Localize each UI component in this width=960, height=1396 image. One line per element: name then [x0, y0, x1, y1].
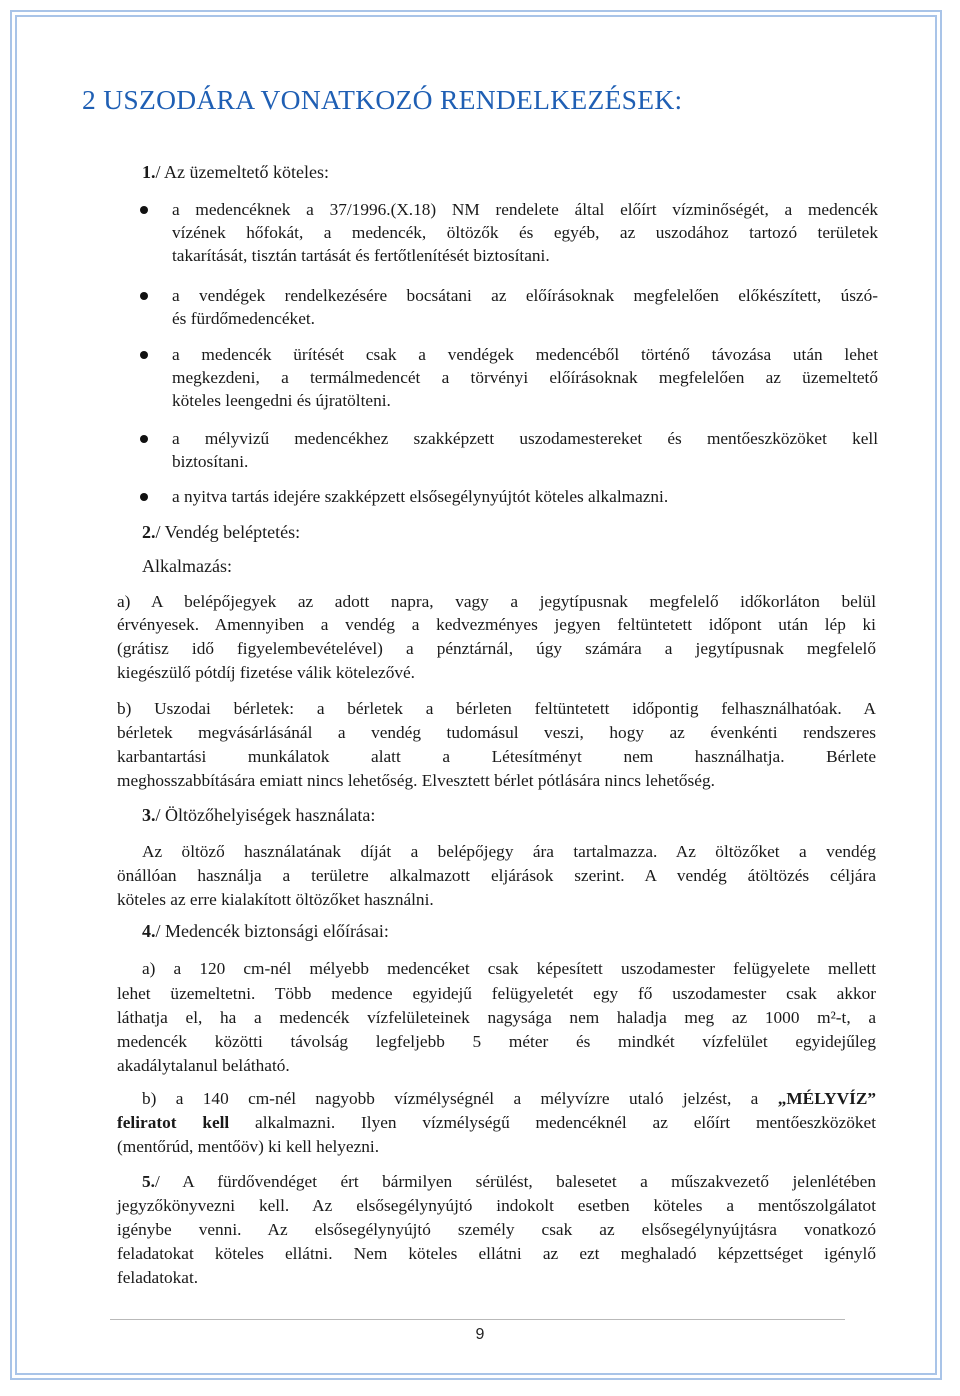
list-item-line: köteles leengedni és újratölteni. — [172, 391, 391, 410]
bullet-icon — [140, 351, 148, 359]
bullet-icon — [140, 206, 148, 214]
list-item-line: és fürdőmedencéket. — [172, 309, 315, 328]
paragraph-line: b) Uszodai bérletek: a bérletek a bérleten feltüntetett időpontig felhasználhatóak. A — [117, 699, 876, 718]
subsection-3-number: 3. — [142, 805, 156, 825]
application-label: Alkalmazás: — [142, 556, 232, 576]
subsection-2-label: / Vendég beléptetés: — [155, 522, 301, 542]
paragraph-line: Az öltöző használatának díját a belépőjegy ára tartalmazza. Az öltözőket a vendég — [142, 842, 876, 861]
bullet-icon — [140, 292, 148, 300]
list-item-line: a medencéknek a 37/1996.(X.18) NM rendelete által előírt vízminőségét, a medencék — [172, 200, 878, 219]
subsection-2-title — [142, 522, 300, 543]
subsection-3-label: / Öltözőhelyiségek használata: — [155, 805, 376, 825]
subsection-4-label: / Medencék biztonsági előírásai: — [155, 921, 389, 941]
subsection-4-title — [142, 921, 389, 942]
section-heading: 2 USZODÁRA VONATKOZÓ RENDELKEZÉSEK: — [82, 84, 683, 115]
deep-water-sign-text: „MÉLYVÍZ” — [777, 1089, 876, 1108]
paragraph-text: / A fürdővendéget ért bármilyen sérülést, balesetet a műszakvezető jelenlétében — [154, 1172, 876, 1191]
paragraph-line: érvényesek. Amennyiben a vendég a kedvezményes jegyen feltüntetett időpont után lép ki — [117, 615, 876, 634]
paragraph-line: meghosszabbítására emiatt nincs lehetőség. Elvesztett bérlet pótlására nincs lehetőség. — [117, 771, 715, 790]
list-item-line: takarítását, tisztán tartását és fertőtlenítését biztosítani. — [172, 246, 550, 265]
paragraph-line: feladatokat köteles ellátni. Nem köteles ellátni az ezt meghaladó képzettséget igénylő — [117, 1244, 876, 1263]
bullet-icon — [140, 435, 148, 443]
subsection-4-number: 4. — [142, 921, 156, 941]
paragraph-text: alkalmazni. Ilyen vízmélységű medencéknél az előírt mentőeszközöket — [229, 1113, 876, 1132]
paragraph-line: lehet üzemeltetni. Több medence egyidejű felügyeletét egy fő uszodamester csak akkor — [117, 984, 876, 1003]
subsection-2-number: 2. — [142, 522, 156, 542]
paragraph-text: b) a 140 cm-nél nagyobb vízmélységnél a mélyvízre utaló jelzést, a — [142, 1089, 778, 1108]
paragraph-line: (grátisz idő figyelembevételével) a pénztárnál, úgy számára a jegytípusnak megfelelő — [117, 639, 876, 658]
paragraph-line: (mentőrúd, mentőöv) ki kell helyezni. — [117, 1137, 380, 1156]
list-item-line: a vendégek rendelkezésére bocsátani az előírásoknak megfelelően előkészített, úszó- — [172, 286, 878, 305]
footer-divider — [110, 1319, 845, 1320]
paragraph-line: a) A belépőjegyek az adott napra, vagy a jegytípusnak megfelelő időkorláton belül — [117, 592, 876, 611]
list-item-line: a mélyvizű medencékhez szakképzett uszodamestereket és mentőeszközöket kell — [172, 429, 878, 448]
list-item-line: a nyitva tartás idejére szakképzett elsősegélynyújtót köteles alkalmazni. — [172, 487, 669, 506]
list-item-line: biztosítani. — [172, 452, 249, 471]
subsection-5-number: 5. — [142, 1172, 155, 1191]
paragraph-line — [142, 1087, 876, 1110]
paragraph-line: jegyzőkönyvezni kell. Az elsősegélynyújtó indokolt esetben köteles a mentőszolgálatot — [117, 1196, 876, 1215]
subsection-1-label: / Az üzemeltető köteles: — [155, 162, 329, 182]
page-number: 9 — [475, 1326, 485, 1343]
subsection-1-number: 1. — [142, 162, 156, 182]
paragraph-line: kiegészülő pótdíj fizetése válik kötelezővé. — [117, 663, 415, 682]
bullet-icon — [140, 493, 148, 501]
paragraph-line: medencék közötti távolság legfeljebb 5 méter és mindkét vízfelület egyidejűleg — [117, 1032, 876, 1051]
paragraph-line: önállóan használja a területre alkalmazott eljárások szerint. A vendég átöltözés céljára — [117, 866, 876, 885]
list-item-line: a medencék ürítését csak a vendégek medencéből történő távozása után lehet — [172, 345, 878, 364]
paragraph-line: feladatokat. — [117, 1268, 199, 1287]
paragraph-line: köteles az erre kialakított öltözőket használni. — [117, 890, 434, 909]
paragraph-line: a) a 120 cm-nél mélyebb medencéket csak képesített uszodamester felügyelete mellett — [142, 959, 876, 978]
subsection-1-title — [142, 162, 329, 183]
subsection-3-title — [142, 805, 375, 826]
paragraph-line: karbantartási munkálatok alatt a Létesítményt nem használhatja. Bérlete — [117, 747, 876, 766]
paragraph-line — [117, 1111, 876, 1134]
paragraph-line: láthatja el, ha a medencék vízfelületeinek nagysága nem haladja meg az 1000 m²-t, a — [117, 1008, 876, 1027]
paragraph-line: igénybe venni. Az elsősegélynyújtó személy csak az elsősegélynyújtásra vonatkozó — [117, 1220, 876, 1239]
list-item-line: vízének hőfokát, a medencék, öltözők és egyéb, az uszodához tartozó területek — [172, 223, 878, 242]
paragraph-line — [142, 1170, 876, 1193]
list-item-line: megkezdeni, a termálmedencét a törvényi előírásoknak megfelelően az üzemeltető — [172, 368, 878, 387]
sign-label-text: feliratot kell — [117, 1113, 230, 1132]
paragraph-line: bérletek megvásárlásánál a vendég tudomásul veszi, hogy az évenkénti rendszeres — [117, 723, 876, 742]
paragraph-line: akadálytalanul belátható. — [117, 1056, 290, 1075]
